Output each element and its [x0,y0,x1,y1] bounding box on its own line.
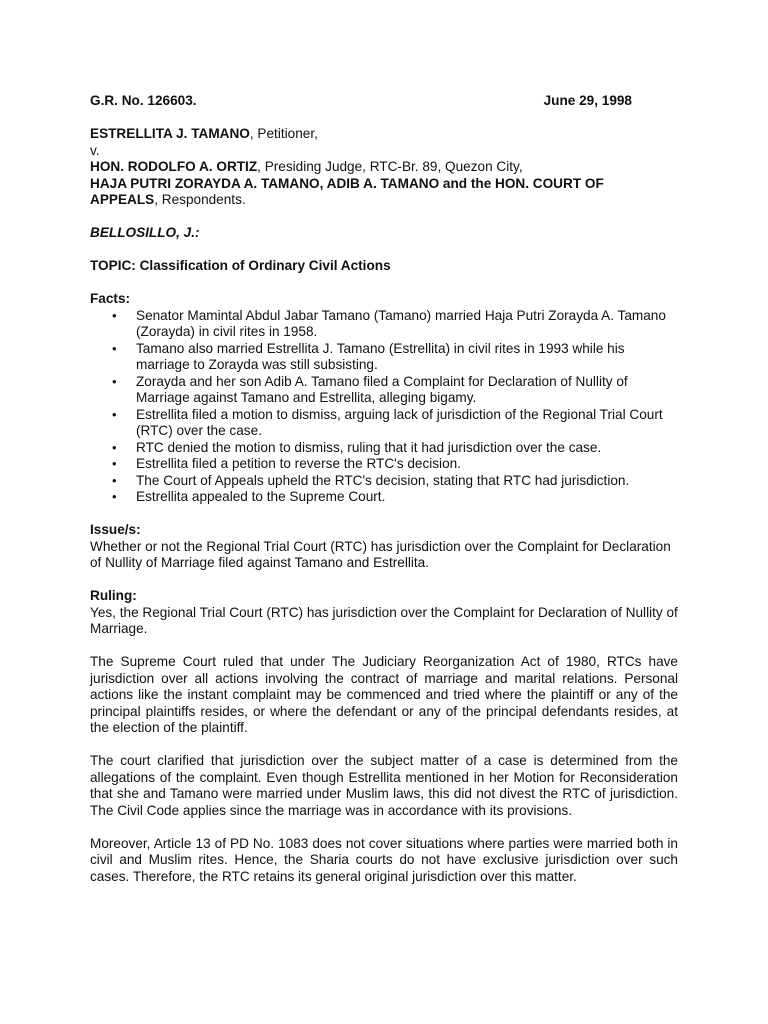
respondents-line-2 [90,192,678,209]
facts-heading: Facts: [90,291,131,306]
parties-block [90,126,678,209]
fact-item: • Estrellita filed a motion to dismiss, arguing lack of jurisdiction of the Regional Trial Court (RTC) over the case. [90,407,678,440]
petitioner-name: ESTRELLITA J. TAMANO [90,126,250,141]
issues-heading: Issue/s: [90,522,141,537]
respondents-court: APPEALS [90,192,155,207]
petitioner-line [90,126,678,143]
gr-number: G.R. No. 126603. [90,93,197,108]
fact-item: • Zorayda and her son Adib A. Tamano filed a Complaint for Declaration of Nullity of Marriage against Tamano and Estrellita, alleging bigamy. [90,374,678,407]
ruling-paragraph: The court clarified that jurisdiction over the subject matter of a case is determined from the allegations of the complaint. Even though Estrellita mentioned in her Motion for Reconsideration that she and Tamano were married under Muslim laws, this did not divest the RTC of jurisdiction. The Civil Code applies since the marriage was in accordance with its provisions. [90,753,678,818]
fact-item: • RTC denied the motion to dismiss, ruling that it had jurisdiction over the case. [90,440,678,457]
facts-list [90,308,678,506]
judge-name: HON. RODOLFO A. ORTIZ [90,159,258,174]
decision-date: June 29, 1998 [543,93,632,108]
judge-line [90,159,678,176]
topic-heading: TOPIC: Classification of Ordinary Civil Actions [90,258,391,273]
respondents-role: , Respondents. [154,192,246,207]
fact-item: • Tamano also married Estrellita J. Tamano (Estrellita) in civil rites in 1993 while his marriage to Zorayda was still subsisting. [90,341,678,374]
ruling-paragraph: Moreover, Article 13 of PD No. 1083 does not cover situations where parties were married both in civil and Muslim rites. Hence, the Sharia courts do not have exclusive jurisdiction over such cases. Therefore, the RTC retains its general original jurisdiction over this matter. [90,835,678,884]
document-body [90,93,678,885]
ponente: BELLOSILLO, J.: [90,225,200,240]
fact-item: • Senator Mamintal Abdul Jabar Tamano (Tamano) married Haja Putri Zorayda A. Tamano (Zorayda) in civil rites in 1958. [90,308,678,341]
fact-item: • Estrellita filed a petition to reverse the RTC's decision. [90,456,678,473]
ruling-paragraph: The Supreme Court ruled that under The Judiciary Reorganization Act of 1980, RTCs have jurisdiction over all actions involving the contract of marriage and marital relations. Personal actions like the instant complaint may be commenced and tried where the plaintiff or any of the principal plaintiffs resides, or where the defendant or any of the principal defendants resides, at the election of the plaintiff. [90,654,678,735]
case-header [90,93,678,110]
issues-text: Whether or not the Regional Trial Court (RTC) has jurisdiction over the Complaint for Declaration of Nullity of Marriage filed against Tamano and Estrellita. [90,538,671,570]
ruling-heading: Ruling: [90,588,137,603]
fact-item: • Estrellita appealed to the Supreme Court. [90,489,678,506]
respondents-line-1: HAJA PUTRI ZORAYDA A. TAMANO, ADIB A. TAMANO and the HON. COURT OF [90,175,604,191]
fact-item: • The Court of Appeals upheld the RTC's decision, stating that RTC had jurisdiction. [90,473,678,490]
ruling-answer: Yes, the Regional Trial Court (RTC) has jurisdiction over the Complaint for Declaration of Nullity of Marriage. [90,604,678,636]
judge-description: , Presiding Judge, RTC-Br. 89, Quezon City, [257,159,523,174]
petitioner-role: , Petitioner, [249,126,318,141]
versus-text: v. [90,142,100,158]
